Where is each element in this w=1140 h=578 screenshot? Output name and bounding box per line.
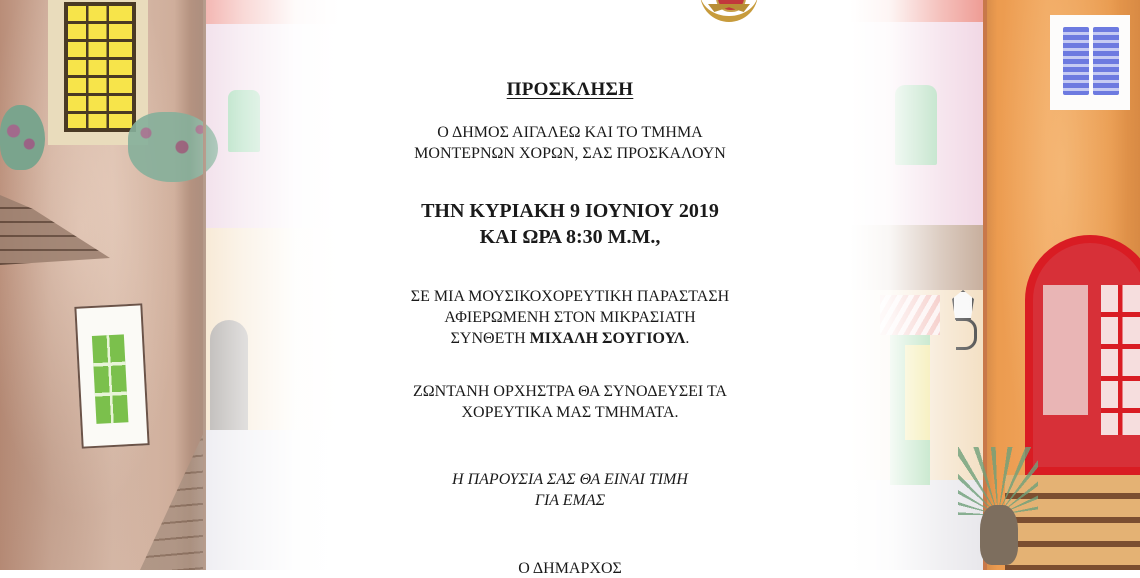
show-line: ΣΕ ΜΙΑ ΜΟΥΣΙΚΟΧΟΡΕΥΤΙΚΗ ΠΑΡΑΣΤΑΣΗ: [410, 288, 730, 305]
window-pane: [92, 334, 129, 424]
event-time: ΚΑΙ ΩΡΑ 8:30 Μ.Μ.,: [479, 226, 661, 248]
honor-line: ΓΙΑ ΕΜΑΣ: [534, 492, 606, 509]
orchestra-line: ΖΩΝΤΑΝΗ ΟΡΧΗΣΤΡΑ ΘΑ ΣΥΝΟΔΕΥΣΕΙ ΤΑ: [413, 383, 727, 400]
honor-paragraph: [290, 469, 850, 511]
invitation-title: ΠΡΟΣΚΛΗΣΗ: [506, 79, 634, 100]
show-description: [290, 286, 850, 349]
honor-line: Η ΠΑΡΟΥΣΙΑ ΣΑΣ ΘΑ ΕΙΝΑΙ ΤΙΜΗ: [452, 471, 688, 488]
composer-prefix: ΣΥΝΘΕΤΗ: [450, 330, 530, 347]
event-date: ΤΗΝ ΚΥΡΙΑΚΗ 9 ΙΟΥΝΙΟΥ 2019: [421, 200, 719, 222]
event-date-time: [290, 198, 850, 250]
intro-paragraph: [290, 122, 850, 164]
show-line: ΑΦΙΕΡΩΜΕΝΗ ΣΤΟΝ ΜΙΚΡΑΣΙΑΤΗ: [444, 309, 696, 326]
right-artwork: [850, 0, 1140, 570]
signature-mayor: Ο ΔΗΜΑΡΧΟΣ: [518, 560, 622, 577]
composer-name: ΜΙΧΑΛΗ ΣΟΥΓΙΟΥΛ: [529, 330, 686, 347]
yellow-window: [64, 2, 136, 132]
flower-pot-icon: [0, 105, 45, 170]
blue-shutter: [1093, 27, 1119, 95]
door-glass-grid: [1101, 285, 1140, 435]
blue-shutter: [1063, 27, 1089, 95]
door-glass: [1043, 285, 1088, 415]
orchestra-line: ΧΟΡΕΥΤΙΚΑ ΜΑΣ ΤΜΗΜΑΤΑ.: [461, 404, 679, 421]
intro-line: ΜΟΝΤΕΡΝΩΝ ΧΟΡΩΝ, ΣΑΣ ΠΡΟΣΚΑΛΟΥΝ: [414, 145, 726, 162]
intro-line: Ο ΔΗΜΟΣ ΑΙΓΑΛΕΩ ΚΑΙ ΤΟ ΤΜΗΜΑ: [437, 124, 703, 141]
clay-pot-icon: [980, 505, 1018, 565]
left-artwork: [0, 0, 340, 570]
red-arched-door: [1025, 235, 1140, 475]
orchestra-paragraph: [290, 381, 850, 423]
invitation-text: [290, 0, 850, 577]
show-line: [290, 328, 850, 349]
green-window: [74, 303, 149, 448]
blue-shuttered-window: [1050, 15, 1130, 110]
composer-suffix: .: [685, 330, 690, 347]
